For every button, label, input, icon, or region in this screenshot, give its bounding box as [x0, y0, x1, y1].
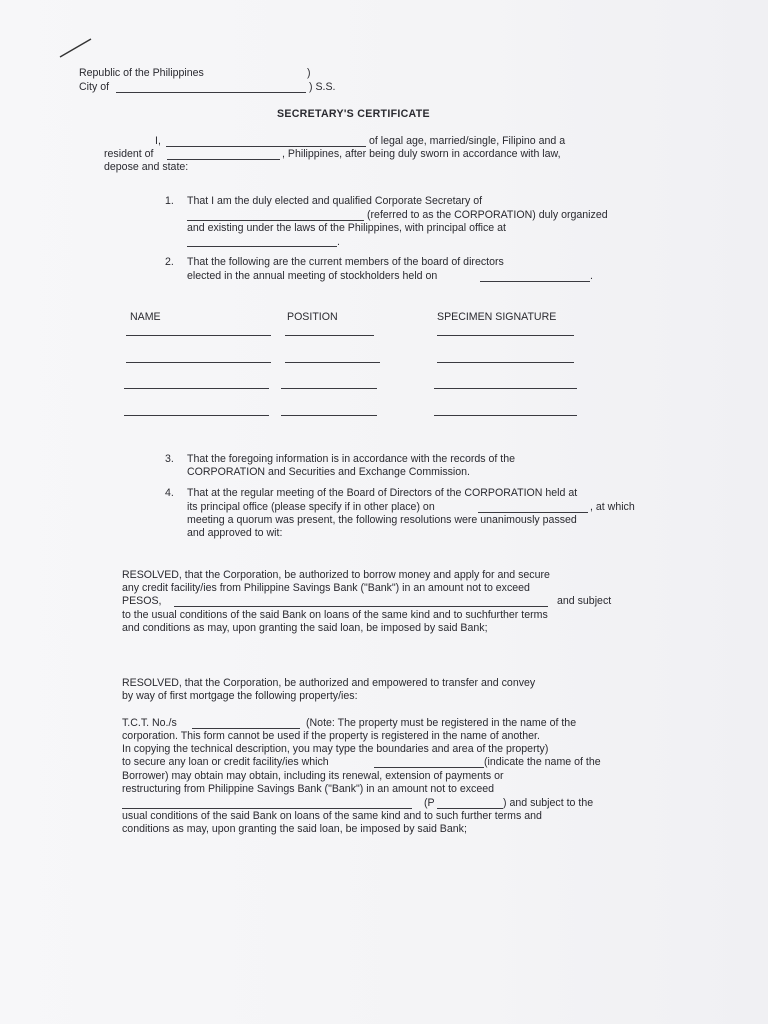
- table-header-position: POSITION: [287, 311, 338, 323]
- signature-blank-2[interactable]: [437, 362, 574, 363]
- intro-line1-end: of legal age, married/single, Filipino and a: [369, 135, 566, 147]
- item-4-line2-end: , at which: [590, 501, 635, 513]
- item-3-line2: CORPORATION and Securities and Exchange Commission.: [187, 466, 470, 478]
- item-2-line2: elected in the annual meeting of stockholders held on: [187, 270, 438, 282]
- tct-line3: In copying the technical description, you may type the boundaries and area of the property): [122, 743, 549, 755]
- name-blank-2[interactable]: [126, 362, 271, 363]
- resolution-1-line3-end: and subject: [557, 595, 612, 607]
- name-blank-3[interactable]: [124, 388, 269, 389]
- table-header-signature: SPECIMEN SIGNATURE: [437, 311, 557, 323]
- header-paren: ): [307, 67, 311, 79]
- tct-line7-end: ) and subject to the: [503, 797, 594, 809]
- intro-depose: depose and state:: [104, 161, 189, 173]
- item-4-line1: That at the regular meeting of the Board of Directors of the CORPORATION held at: [187, 487, 578, 499]
- city-blank[interactable]: [116, 92, 306, 93]
- tct-line8: usual conditions of the said Bank on loans of the same kind and to such further terms and: [122, 810, 542, 822]
- amount-words-blank[interactable]: [122, 808, 412, 809]
- resolution-1-line5: and conditions as may, upon granting the said loan, be imposed by said Bank;: [122, 622, 488, 634]
- resolution-2-line1: RESOLVED, that the Corporation, be authorized and empowered to transfer and convey: [122, 677, 536, 689]
- item-1-line3: and existing under the laws of the Philippines, with principal office at: [187, 222, 506, 234]
- header-ss: ) S.S.: [309, 81, 336, 93]
- tct-number-blank[interactable]: [192, 728, 300, 729]
- resolution-1-line1: RESOLVED, that the Corporation, be authorized to borrow money and apply for and secure: [122, 569, 550, 581]
- amount-figures-blank[interactable]: [437, 808, 503, 809]
- position-blank-3[interactable]: [281, 388, 377, 389]
- affiant-name-blank[interactable]: [166, 146, 366, 147]
- table-header-name: NAME: [130, 311, 161, 323]
- meeting-date-blank[interactable]: [480, 281, 590, 282]
- residence-blank[interactable]: [167, 159, 280, 160]
- item-4-number: 4.: [165, 487, 174, 499]
- position-blank-2[interactable]: [285, 362, 380, 363]
- header-republic: Republic of the Philippines: [79, 67, 204, 79]
- pen-mark-icon: [58, 36, 94, 60]
- item-1-line2: (referred to as the CORPORATION) duly organized: [367, 209, 608, 221]
- item-3-number: 3.: [165, 453, 174, 465]
- resolution-2-line2: by way of first mortgage the following property/ies:: [122, 690, 358, 702]
- tct-line9: conditions as may, upon granting the said loan, be imposed by said Bank;: [122, 823, 467, 835]
- signature-blank-1[interactable]: [437, 335, 574, 336]
- signature-blank-3[interactable]: [434, 388, 577, 389]
- name-blank-1[interactable]: [126, 335, 271, 336]
- tct-line5: Borrower) may obtain may obtain, including its renewal, extension of payments or: [122, 770, 504, 782]
- loan-amount-blank[interactable]: [174, 606, 548, 607]
- tct-label: T.C.T. No./s: [122, 717, 177, 729]
- intro-line2-end: , Philippines, after being duly sworn in accordance with law,: [282, 148, 561, 160]
- item-3-line1: That the foregoing information is in accordance with the records of the: [187, 453, 515, 465]
- corporation-name-blank[interactable]: [187, 220, 364, 221]
- header-city-label: City of: [79, 81, 110, 93]
- position-blank-4[interactable]: [281, 415, 377, 416]
- intro-resident: resident of: [104, 148, 154, 160]
- tct-line1-end: (Note: The property must be registered in the name of the: [306, 717, 577, 729]
- item-4-line2: its principal office (please specify if in other place) on: [187, 501, 435, 513]
- regular-meeting-date-blank[interactable]: [478, 512, 588, 513]
- resolution-1-line2: any credit facility/ies from Philippine Savings Bank ("Bank") in an amount not to exceed: [122, 582, 530, 594]
- borrower-name-blank[interactable]: [374, 767, 484, 768]
- item-2-number: 2.: [165, 256, 174, 268]
- tct-line4-end: (indicate the name of the: [484, 756, 601, 768]
- item-1-line1: That I am the duly elected and qualified Corporate Secretary of: [187, 195, 483, 207]
- name-blank-4[interactable]: [124, 415, 269, 416]
- tct-line7-mid: (P: [424, 797, 435, 809]
- item-1-period: .: [337, 236, 340, 248]
- tct-line6: restructuring from Philippine Savings Bank ("Bank") in an amount not to exceed: [122, 783, 495, 795]
- intro-i: I,: [155, 135, 161, 147]
- principal-office-blank[interactable]: [187, 246, 337, 247]
- resolution-1-pesos: PESOS,: [122, 595, 162, 607]
- document-title: SECRETARY'S CERTIFICATE: [277, 108, 430, 120]
- item-1-number: 1.: [165, 195, 174, 207]
- resolution-1-line4: to the usual conditions of the said Bank on loans of the same kind and to suchfurther terms: [122, 609, 548, 621]
- item-2-line1: That the following are the current members of the board of directors: [187, 256, 504, 268]
- item-4-line4: and approved to wit:: [187, 527, 283, 539]
- position-blank-1[interactable]: [285, 335, 374, 336]
- item-2-period: .: [590, 270, 593, 282]
- tct-line4-start: to secure any loan or credit facility/ies which: [122, 756, 329, 768]
- signature-blank-4[interactable]: [434, 415, 577, 416]
- item-4-line3: meeting a quorum was present, the following resolutions were unanimously passed: [187, 514, 577, 526]
- tct-line2: corporation. This form cannot be used if the property is registered in the name of another.: [122, 730, 540, 742]
